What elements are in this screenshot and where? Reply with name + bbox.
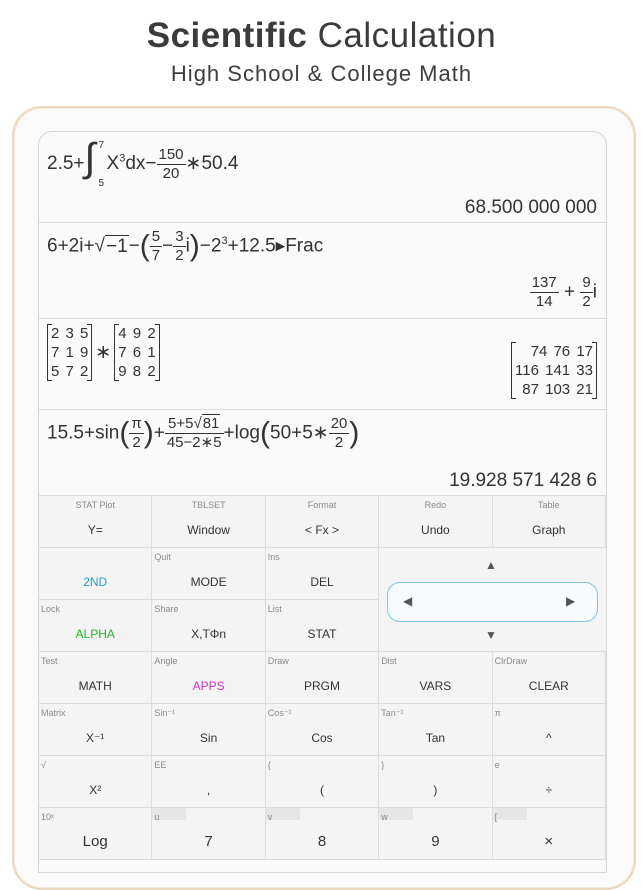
sqrt-radicand: 81	[202, 415, 220, 432]
history-result: 19.928 571 428 6	[449, 470, 597, 491]
key-label: Sin	[199, 731, 218, 745]
expr-exponent: 3	[221, 235, 228, 248]
key-stat[interactable]	[266, 600, 379, 652]
key-label: X,TΦn	[191, 627, 227, 641]
key-label: PRGM	[303, 679, 340, 693]
expr-text: 15.5+sin	[47, 422, 120, 444]
key-label: STAT	[307, 627, 337, 641]
numerator: 5	[151, 228, 161, 245]
key-9[interactable]	[379, 808, 492, 860]
history-result	[511, 342, 597, 399]
matrix-row: 87 103 21	[522, 381, 593, 398]
matrix-row: 7 1 9	[51, 344, 89, 361]
key-alt-label: Format	[307, 500, 337, 510]
key-label: Log	[82, 833, 108, 850]
hero-subtitle: High School & College Math	[170, 61, 473, 86]
matrix-row: 5 7 2	[51, 363, 89, 380]
fraction	[329, 415, 350, 452]
denominator: 2	[334, 434, 344, 451]
calculator-screen	[38, 131, 607, 873]
key-alt-label: u	[154, 812, 160, 822]
matrix-row: 7 6 1	[118, 344, 156, 361]
history-expression: 6+2i+√−1−( $\frac{5}{7}$ − $\frac{3}{2}$ $i)-2^3+12.5▸Frac$	[47, 228, 324, 264]
expr-text: dx−	[125, 153, 157, 175]
matrix-b	[114, 324, 159, 381]
key-[interactable]	[266, 756, 379, 808]
key-label: ^	[545, 731, 552, 745]
key-[interactable]	[493, 808, 606, 860]
key-apps[interactable]	[152, 652, 265, 704]
fraction	[580, 274, 592, 311]
key-vars[interactable]	[379, 652, 492, 704]
key-alt-label: EE	[154, 760, 167, 770]
key-alt-label: v	[267, 812, 273, 822]
key-label: 8	[317, 833, 327, 850]
key-log[interactable]	[39, 808, 152, 860]
key-x[interactable]	[39, 756, 152, 808]
key-tab	[493, 808, 527, 820]
matrix-result	[511, 342, 597, 399]
expr-text: X	[106, 153, 120, 175]
key-label: VARS	[419, 679, 452, 693]
key-sin[interactable]	[152, 704, 265, 756]
key-alt-label: Draw	[267, 656, 289, 666]
key-alt-label: Matrix	[41, 708, 66, 718]
key-2nd[interactable]	[39, 548, 152, 600]
expr-text: i	[592, 281, 597, 303]
history-expression	[47, 324, 160, 381]
expr-text: 6+2i+	[47, 235, 95, 257]
denominator: 20	[162, 164, 180, 182]
arrow-up-icon[interactable]: ▲	[485, 558, 497, 572]
key-alpha[interactable]	[39, 600, 152, 652]
key-label: 7	[204, 833, 213, 850]
key-alt-label: ClrDraw	[494, 656, 528, 666]
numerator: 20	[330, 415, 348, 432]
expr-text: +	[564, 281, 576, 303]
numerator: 137	[531, 274, 557, 291]
key-label: Window	[187, 523, 230, 537]
numerator: 9	[582, 274, 591, 291]
key-alt-label: Lock	[41, 604, 61, 614]
key-label: Graph	[532, 523, 566, 537]
history-result	[530, 274, 597, 311]
fraction	[173, 228, 185, 265]
key-[interactable]	[493, 756, 606, 808]
key-label: ALPHA	[75, 627, 115, 641]
key-label: (	[319, 783, 324, 797]
key-alt-label: Test	[41, 656, 58, 666]
key-alt-label: Redo	[424, 500, 447, 510]
matrix-row: 74 76 17	[530, 343, 593, 360]
key-alt-label: Share	[154, 604, 179, 614]
numerator: 150	[158, 145, 184, 163]
key-alt-label: TBLSET	[191, 500, 226, 510]
key-alt-label: STAT Plot	[75, 500, 115, 510]
key-alt-label: Table	[538, 500, 560, 510]
numerator: 3	[175, 228, 184, 245]
key-[interactable]	[152, 756, 265, 808]
key-alt-label: Angle	[154, 656, 178, 666]
key-7[interactable]	[152, 808, 265, 860]
denominator: 2	[582, 293, 591, 310]
key-label: ÷	[545, 783, 553, 797]
denominator: 2	[175, 247, 184, 264]
key-math[interactable]	[39, 652, 152, 704]
fraction: $\frac{5+5√81}{45-2∗5}$	[166, 415, 222, 451]
key-clear[interactable]	[493, 652, 606, 704]
key-label: X⁻¹	[86, 731, 105, 745]
hero-title-light: Calculation	[317, 16, 497, 55]
hero-title-bold: Scientific	[146, 16, 308, 55]
integral-upper: 7	[98, 140, 105, 151]
key-alt-label: Sin⁻¹	[154, 708, 176, 718]
key-x-t-n[interactable]	[152, 600, 265, 652]
history-entry[interactable]	[39, 318, 606, 410]
key-alt-label: }	[381, 760, 385, 770]
key-alt-label: Ins	[267, 552, 280, 562]
fraction	[150, 228, 162, 265]
key-label: Tan	[425, 731, 446, 745]
fraction	[157, 146, 186, 183]
key-alt-label: Dist	[381, 656, 397, 666]
denominator: 7	[151, 247, 161, 264]
hero-title	[0, 16, 643, 56]
expr-text: ∗50.4	[185, 153, 239, 175]
key-prgm[interactable]	[266, 652, 379, 704]
key-del[interactable]	[266, 548, 379, 600]
key-label: ,	[206, 783, 211, 797]
key-alt-label: Quit	[154, 552, 171, 562]
matrix-row: 116 141 33	[515, 362, 593, 379]
key-label: Y=	[87, 523, 103, 537]
denominator: 2	[132, 434, 141, 451]
key-8[interactable]	[266, 808, 379, 860]
key-label: X²	[89, 783, 102, 797]
key-[interactable]	[379, 756, 492, 808]
history-entry[interactable]	[39, 409, 606, 496]
key-undo[interactable]	[379, 496, 492, 548]
history-entry[interactable]	[39, 222, 606, 319]
key-label: MODE	[190, 575, 227, 589]
fraction	[530, 274, 559, 311]
matrix-a	[47, 324, 92, 381]
key-fx[interactable]	[266, 496, 379, 548]
expr-text: +	[153, 422, 165, 444]
matrix-row: 4 9 2	[118, 325, 156, 342]
expr-text: +12.5▸Frac	[227, 235, 324, 257]
key-label: Cos	[311, 731, 333, 745]
arrow-down-icon[interactable]: ▼	[485, 628, 497, 642]
expr-text: +log	[223, 422, 260, 444]
expr-text: i	[185, 235, 190, 257]
key-graph[interactable]	[493, 496, 606, 548]
key-y[interactable]	[39, 496, 152, 548]
arrow-left-icon[interactable]: ◀	[403, 594, 413, 608]
key-label: < Fx >	[304, 523, 339, 537]
key-alt-label: Tan⁻¹	[381, 708, 404, 718]
numerator: π	[131, 415, 142, 432]
matrix-row: 2 3 5	[51, 325, 89, 342]
expr-text: 2.5+	[47, 153, 85, 175]
key-label: )	[433, 783, 438, 797]
key-tan[interactable]	[379, 704, 492, 756]
key-alt-label: {	[267, 760, 271, 770]
key-alt-label: Cos⁻¹	[267, 708, 292, 718]
key-[interactable]	[493, 704, 606, 756]
expr-text: 50+5∗	[270, 422, 329, 444]
key-label: 9	[431, 833, 440, 850]
key-alt-label: w	[381, 812, 388, 822]
key-label: DEL	[310, 575, 334, 589]
arrow-right-icon[interactable]: ▶	[566, 594, 576, 608]
key-alt-label: √	[41, 760, 46, 770]
key-label: 2ND	[83, 575, 108, 589]
key-mode[interactable]	[152, 548, 265, 600]
dpad	[379, 548, 606, 652]
key-alt-label: List	[267, 604, 282, 614]
key-alt-label: 10ˣ	[41, 812, 54, 822]
history-result: 68.500 000 000	[464, 197, 597, 218]
key-label: CLEAR	[528, 679, 569, 693]
key-cos[interactable]	[266, 704, 379, 756]
expr-text: −	[128, 235, 140, 257]
key-alt-label: π	[494, 708, 501, 718]
expr-operator: ∗	[95, 341, 112, 363]
numerator: 5+5	[168, 415, 194, 432]
sqrt-radicand: −1	[105, 235, 128, 257]
key-window[interactable]	[152, 496, 265, 548]
history-expression: 15.5+sin( $\frac{\pi}{2}$ )+ $\frac{5+5√81}{45-2∗5}$ +log(50+5∗ $\frac{20}{2}$ )	[47, 415, 360, 451]
expr-text: −	[162, 235, 174, 257]
key-label: ×	[544, 833, 554, 850]
fraction	[129, 415, 143, 452]
key-label: Undo	[421, 523, 450, 537]
expr-text: −2	[199, 235, 222, 257]
denominator: 14	[535, 293, 553, 310]
key-x[interactable]	[39, 704, 152, 756]
key-alt-label: [	[494, 812, 498, 822]
history-expression	[47, 136, 239, 189]
denominator: 45−2∗5	[166, 434, 222, 451]
integral-lower: 5	[98, 178, 105, 189]
key-label: MATH	[78, 679, 112, 693]
integral-sign: ∫ 7 5	[84, 136, 105, 189]
key-alt-label: e	[494, 760, 500, 770]
matrix-row: 9 8 2	[118, 363, 156, 380]
expr-exponent: 3	[119, 152, 126, 165]
history-entry[interactable]	[39, 132, 606, 223]
key-label: APPS	[192, 679, 225, 693]
